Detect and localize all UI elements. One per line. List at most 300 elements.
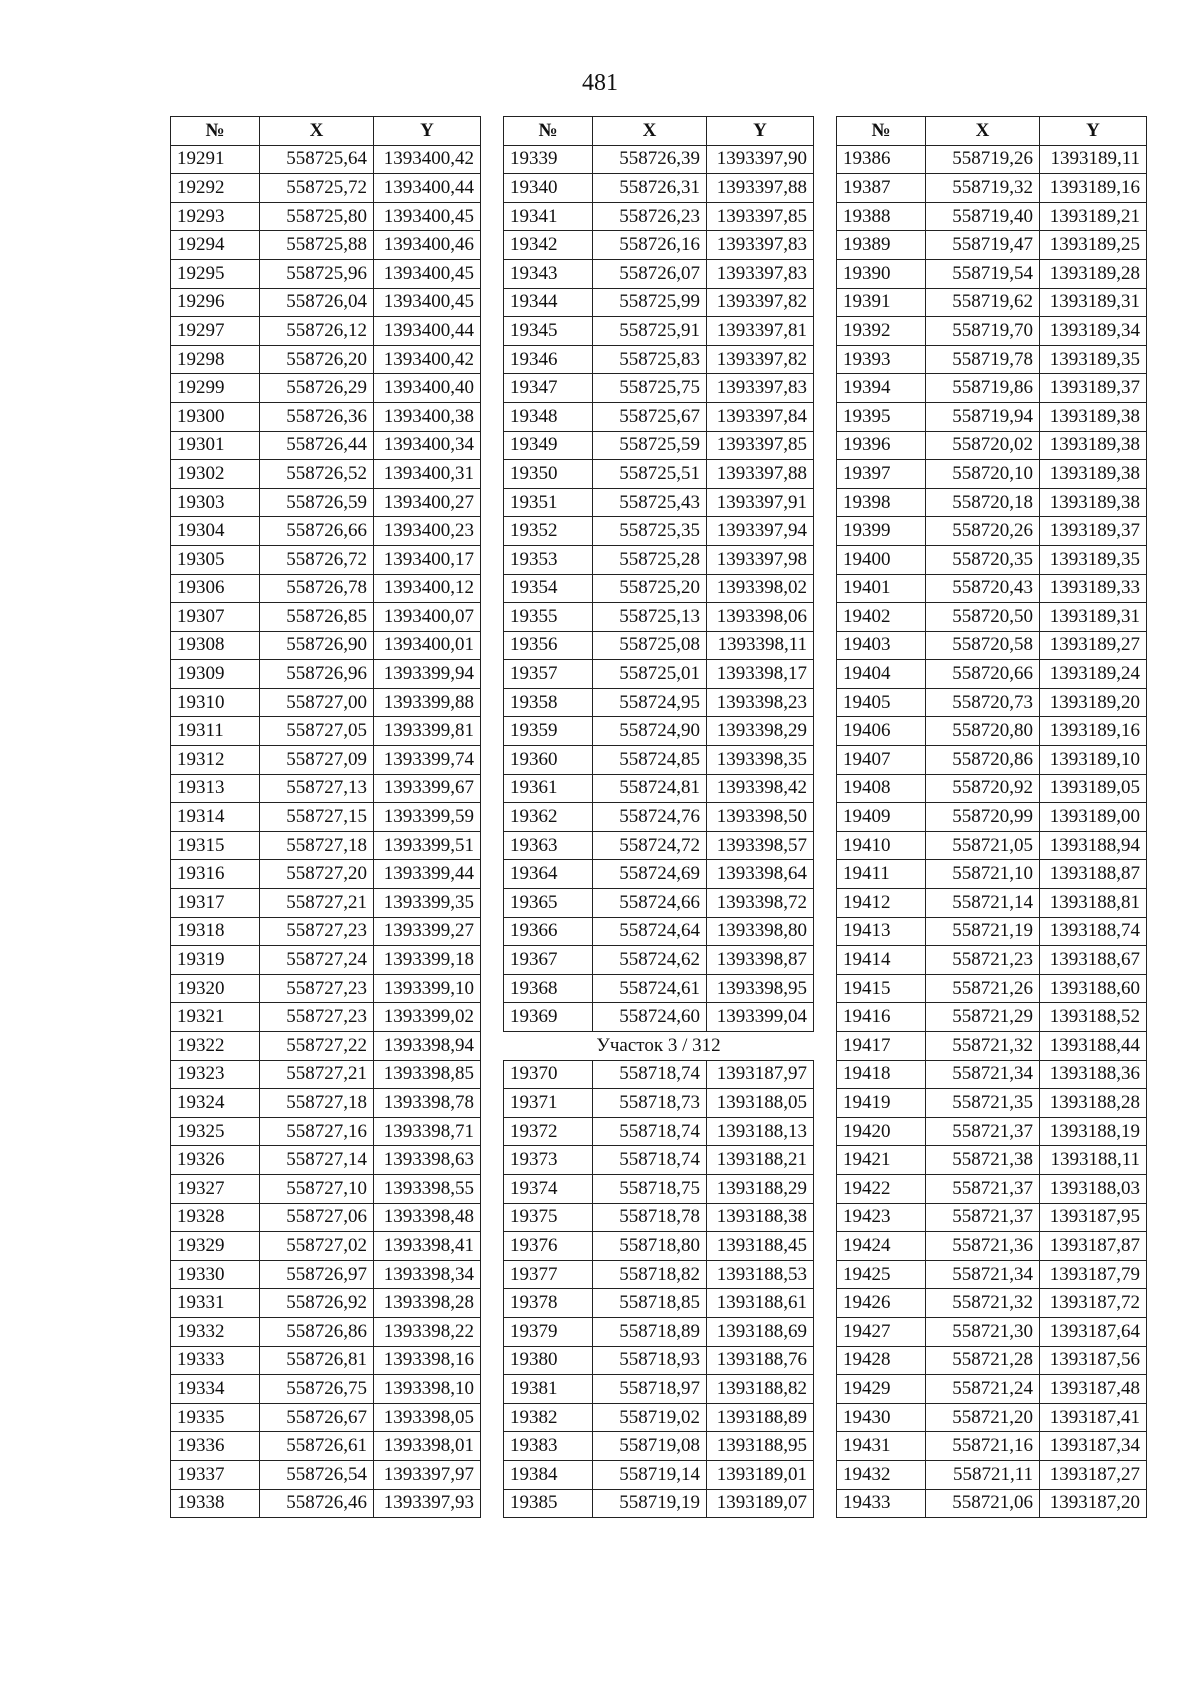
table-row [171, 288, 481, 317]
point-number-cell: 19375 [504, 1203, 593, 1232]
x-coordinate-cell: 558719,08 [593, 1432, 707, 1461]
table-row [504, 431, 814, 460]
y-coordinate-cell: 1393397,83 [707, 259, 814, 288]
x-coordinate-cell: 558724,66 [593, 889, 707, 918]
table-row [504, 974, 814, 1003]
y-coordinate-cell: 1393398,63 [374, 1146, 481, 1175]
x-coordinate-cell: 558720,02 [926, 431, 1040, 460]
y-coordinate-cell: 1393188,36 [1040, 1060, 1147, 1089]
point-number-cell: 19301 [171, 431, 260, 460]
y-coordinate-cell: 1393400,42 [374, 345, 481, 374]
point-number-cell: 19390 [837, 259, 926, 288]
y-coordinate-cell: 1393188,67 [1040, 946, 1147, 975]
x-coordinate-cell: 558719,54 [926, 259, 1040, 288]
y-coordinate-cell: 1393188,13 [707, 1117, 814, 1146]
table-row [171, 831, 481, 860]
point-number-cell: 19391 [837, 288, 926, 317]
x-coordinate-cell: 558724,85 [593, 746, 707, 775]
point-number-cell: 19415 [837, 974, 926, 1003]
x-coordinate-cell: 558721,23 [926, 946, 1040, 975]
y-coordinate-cell: 1393187,34 [1040, 1432, 1147, 1461]
table-row [171, 231, 481, 260]
point-number-cell: 19362 [504, 803, 593, 832]
x-coordinate-cell: 558724,72 [593, 831, 707, 860]
point-number-cell: 19377 [504, 1260, 593, 1289]
point-number-cell: 19340 [504, 174, 593, 203]
point-number-cell: 19293 [171, 202, 260, 231]
x-coordinate-cell: 558721,36 [926, 1232, 1040, 1261]
x-coordinate-cell: 558720,99 [926, 803, 1040, 832]
point-number-cell: 19326 [171, 1146, 260, 1175]
x-coordinate-cell: 558725,35 [593, 517, 707, 546]
point-number-cell: 19354 [504, 574, 593, 603]
point-number-cell: 19355 [504, 603, 593, 632]
header-x: X [593, 117, 707, 146]
point-number-cell: 19396 [837, 431, 926, 460]
table-row [504, 145, 814, 174]
x-coordinate-cell: 558726,75 [260, 1375, 374, 1404]
header-x: X [260, 117, 374, 146]
x-coordinate-cell: 558725,91 [593, 317, 707, 346]
table-row [504, 1346, 814, 1375]
point-number-cell: 19421 [837, 1146, 926, 1175]
y-coordinate-cell: 1393397,82 [707, 345, 814, 374]
y-coordinate-cell: 1393398,23 [707, 688, 814, 717]
point-number-cell: 19331 [171, 1289, 260, 1318]
point-number-cell: 19367 [504, 946, 593, 975]
point-number-cell: 19370 [504, 1060, 593, 1089]
x-coordinate-cell: 558719,14 [593, 1460, 707, 1489]
point-number-cell: 19299 [171, 374, 260, 403]
x-coordinate-cell: 558727,06 [260, 1203, 374, 1232]
point-number-cell: 19384 [504, 1460, 593, 1489]
x-coordinate-cell: 558721,30 [926, 1317, 1040, 1346]
point-number-cell: 19305 [171, 545, 260, 574]
point-number-cell: 19372 [504, 1117, 593, 1146]
table-row [171, 1089, 481, 1118]
y-coordinate-cell: 1393189,33 [1040, 574, 1147, 603]
x-coordinate-cell: 558720,58 [926, 631, 1040, 660]
y-coordinate-cell: 1393400,44 [374, 174, 481, 203]
point-number-cell: 19422 [837, 1174, 926, 1203]
x-coordinate-cell: 558721,37 [926, 1117, 1040, 1146]
table-row [171, 717, 481, 746]
table-row [504, 1460, 814, 1489]
point-number-cell: 19430 [837, 1403, 926, 1432]
x-coordinate-cell: 558725,96 [260, 259, 374, 288]
point-number-cell: 19418 [837, 1060, 926, 1089]
x-coordinate-cell: 558721,14 [926, 889, 1040, 918]
point-number-cell: 19387 [837, 174, 926, 203]
y-coordinate-cell: 1393189,31 [1040, 288, 1147, 317]
x-coordinate-cell: 558720,35 [926, 545, 1040, 574]
table-row [837, 259, 1147, 288]
x-coordinate-cell: 558720,10 [926, 460, 1040, 489]
point-number-cell: 19380 [504, 1346, 593, 1375]
point-number-cell: 19368 [504, 974, 593, 1003]
y-coordinate-cell: 1393188,76 [707, 1346, 814, 1375]
x-coordinate-cell: 558719,86 [926, 374, 1040, 403]
point-number-cell: 19300 [171, 402, 260, 431]
x-coordinate-cell: 558718,74 [593, 1146, 707, 1175]
y-coordinate-cell: 1393188,60 [1040, 974, 1147, 1003]
table-header-row [504, 117, 814, 146]
x-coordinate-cell: 558725,80 [260, 202, 374, 231]
y-coordinate-cell: 1393189,11 [1040, 145, 1147, 174]
point-number-cell: 19349 [504, 431, 593, 460]
y-coordinate-cell: 1393398,87 [707, 946, 814, 975]
x-coordinate-cell: 558726,07 [593, 259, 707, 288]
point-number-cell: 19423 [837, 1203, 926, 1232]
x-coordinate-cell: 558718,78 [593, 1203, 707, 1232]
x-coordinate-cell: 558726,92 [260, 1289, 374, 1318]
point-number-cell: 19294 [171, 231, 260, 260]
point-number-cell: 19347 [504, 374, 593, 403]
point-number-cell: 19411 [837, 860, 926, 889]
x-coordinate-cell: 558721,29 [926, 1003, 1040, 1032]
y-coordinate-cell: 1393189,38 [1040, 460, 1147, 489]
y-coordinate-cell: 1393399,51 [374, 831, 481, 860]
y-coordinate-cell: 1393398,17 [707, 660, 814, 689]
x-coordinate-cell: 558719,02 [593, 1403, 707, 1432]
table-row [837, 1089, 1147, 1118]
point-number-cell: 19311 [171, 717, 260, 746]
table-row [504, 1089, 814, 1118]
table-row [171, 946, 481, 975]
y-coordinate-cell: 1393399,59 [374, 803, 481, 832]
table-row [837, 1032, 1147, 1061]
y-coordinate-cell: 1393400,38 [374, 402, 481, 431]
y-coordinate-cell: 1393398,02 [707, 574, 814, 603]
table-row [504, 860, 814, 889]
y-coordinate-cell: 1393398,94 [374, 1032, 481, 1061]
x-coordinate-cell: 558725,51 [593, 460, 707, 489]
table-row [837, 717, 1147, 746]
x-coordinate-cell: 558726,39 [593, 145, 707, 174]
table-row [504, 1375, 814, 1404]
point-number-cell: 19419 [837, 1089, 926, 1118]
table-row [171, 1146, 481, 1175]
y-coordinate-cell: 1393397,91 [707, 488, 814, 517]
table-row [504, 1403, 814, 1432]
y-coordinate-cell: 1393400,17 [374, 545, 481, 574]
table-row [171, 1032, 481, 1061]
table-row [504, 831, 814, 860]
point-number-cell: 19348 [504, 402, 593, 431]
y-coordinate-cell: 1393187,97 [707, 1060, 814, 1089]
y-coordinate-cell: 1393397,81 [707, 317, 814, 346]
y-coordinate-cell: 1393400,07 [374, 603, 481, 632]
table-row [171, 431, 481, 460]
point-number-cell: 19433 [837, 1489, 926, 1518]
y-coordinate-cell: 1393398,28 [374, 1289, 481, 1318]
x-coordinate-cell: 558720,92 [926, 774, 1040, 803]
y-coordinate-cell: 1393188,89 [707, 1403, 814, 1432]
x-coordinate-cell: 558724,60 [593, 1003, 707, 1032]
table-row [504, 1060, 814, 1089]
x-coordinate-cell: 558721,35 [926, 1089, 1040, 1118]
y-coordinate-cell: 1393398,71 [374, 1117, 481, 1146]
table-row [504, 317, 814, 346]
table-row [504, 288, 814, 317]
point-number-cell: 19425 [837, 1260, 926, 1289]
table-row [837, 1432, 1147, 1461]
point-number-cell: 19393 [837, 345, 926, 374]
x-coordinate-cell: 558721,10 [926, 860, 1040, 889]
table-row [504, 1317, 814, 1346]
x-coordinate-cell: 558719,62 [926, 288, 1040, 317]
table-row [837, 1203, 1147, 1232]
point-number-cell: 19369 [504, 1003, 593, 1032]
x-coordinate-cell: 558725,08 [593, 631, 707, 660]
table-row [837, 603, 1147, 632]
point-number-cell: 19296 [171, 288, 260, 317]
point-number-cell: 19386 [837, 145, 926, 174]
point-number-cell: 19303 [171, 488, 260, 517]
x-coordinate-cell: 558727,18 [260, 831, 374, 860]
table-row [504, 345, 814, 374]
y-coordinate-cell: 1393399,10 [374, 974, 481, 1003]
point-number-cell: 19364 [504, 860, 593, 889]
y-coordinate-cell: 1393398,29 [707, 717, 814, 746]
point-number-cell: 19316 [171, 860, 260, 889]
header-number: № [504, 117, 593, 146]
y-coordinate-cell: 1393397,85 [707, 202, 814, 231]
table-row [837, 317, 1147, 346]
y-coordinate-cell: 1393399,04 [707, 1003, 814, 1032]
coordinate-table-2 [503, 116, 814, 1518]
y-coordinate-cell: 1393399,67 [374, 774, 481, 803]
y-coordinate-cell: 1393188,03 [1040, 1174, 1147, 1203]
point-number-cell: 19371 [504, 1089, 593, 1118]
table-row [504, 631, 814, 660]
y-coordinate-cell: 1393189,38 [1040, 488, 1147, 517]
y-coordinate-cell: 1393398,72 [707, 889, 814, 918]
x-coordinate-cell: 558727,15 [260, 803, 374, 832]
point-number-cell: 19323 [171, 1060, 260, 1089]
y-coordinate-cell: 1393397,90 [707, 145, 814, 174]
y-coordinate-cell: 1393187,27 [1040, 1460, 1147, 1489]
table-row [504, 1432, 814, 1461]
table-row [837, 545, 1147, 574]
y-coordinate-cell: 1393398,48 [374, 1203, 481, 1232]
point-number-cell: 19359 [504, 717, 593, 746]
table-row [837, 1375, 1147, 1404]
x-coordinate-cell: 558721,37 [926, 1203, 1040, 1232]
y-coordinate-cell: 1393188,69 [707, 1317, 814, 1346]
y-coordinate-cell: 1393397,94 [707, 517, 814, 546]
x-coordinate-cell: 558727,23 [260, 1003, 374, 1032]
point-number-cell: 19307 [171, 603, 260, 632]
table-row [171, 545, 481, 574]
point-number-cell: 19302 [171, 460, 260, 489]
x-coordinate-cell: 558726,44 [260, 431, 374, 460]
table-row [171, 774, 481, 803]
table-row [837, 174, 1147, 203]
point-number-cell: 19413 [837, 917, 926, 946]
x-coordinate-cell: 558719,94 [926, 402, 1040, 431]
point-number-cell: 19310 [171, 688, 260, 717]
x-coordinate-cell: 558720,18 [926, 488, 1040, 517]
x-coordinate-cell: 558720,26 [926, 517, 1040, 546]
x-coordinate-cell: 558726,36 [260, 402, 374, 431]
table-row [837, 1317, 1147, 1346]
section-row [504, 1032, 814, 1061]
point-number-cell: 19427 [837, 1317, 926, 1346]
y-coordinate-cell: 1393398,95 [707, 974, 814, 1003]
table-row [837, 1346, 1147, 1375]
table-row [504, 746, 814, 775]
point-number-cell: 19295 [171, 259, 260, 288]
table-row [171, 1174, 481, 1203]
point-number-cell: 19373 [504, 1146, 593, 1175]
point-number-cell: 19357 [504, 660, 593, 689]
point-number-cell: 19321 [171, 1003, 260, 1032]
y-coordinate-cell: 1393188,05 [707, 1089, 814, 1118]
x-coordinate-cell: 558724,76 [593, 803, 707, 832]
point-number-cell: 19414 [837, 946, 926, 975]
y-coordinate-cell: 1393188,45 [707, 1232, 814, 1261]
y-coordinate-cell: 1393397,84 [707, 402, 814, 431]
x-coordinate-cell: 558726,16 [593, 231, 707, 260]
x-coordinate-cell: 558721,28 [926, 1346, 1040, 1375]
x-coordinate-cell: 558718,74 [593, 1117, 707, 1146]
table-row [837, 917, 1147, 946]
y-coordinate-cell: 1393400,12 [374, 574, 481, 603]
table-row [504, 717, 814, 746]
point-number-cell: 19402 [837, 603, 926, 632]
y-coordinate-cell: 1393187,79 [1040, 1260, 1147, 1289]
table-row [504, 803, 814, 832]
table-row [171, 1003, 481, 1032]
point-number-cell: 19324 [171, 1089, 260, 1118]
point-number-cell: 19325 [171, 1117, 260, 1146]
x-coordinate-cell: 558719,70 [926, 317, 1040, 346]
table-row [171, 374, 481, 403]
point-number-cell: 19339 [504, 145, 593, 174]
x-coordinate-cell: 558725,88 [260, 231, 374, 260]
y-coordinate-cell: 1393189,35 [1040, 545, 1147, 574]
y-coordinate-cell: 1393187,64 [1040, 1317, 1147, 1346]
y-coordinate-cell: 1393187,41 [1040, 1403, 1147, 1432]
table-row [837, 1146, 1147, 1175]
point-number-cell: 19327 [171, 1174, 260, 1203]
y-coordinate-cell: 1393188,28 [1040, 1089, 1147, 1118]
point-number-cell: 19397 [837, 460, 926, 489]
point-number-cell: 19322 [171, 1032, 260, 1061]
point-number-cell: 19383 [504, 1432, 593, 1461]
y-coordinate-cell: 1393188,82 [707, 1375, 814, 1404]
point-number-cell: 19358 [504, 688, 593, 717]
y-coordinate-cell: 1393188,53 [707, 1260, 814, 1289]
x-coordinate-cell: 558726,81 [260, 1346, 374, 1375]
y-coordinate-cell: 1393188,87 [1040, 860, 1147, 889]
y-coordinate-cell: 1393189,21 [1040, 202, 1147, 231]
y-coordinate-cell: 1393398,80 [707, 917, 814, 946]
point-number-cell: 19350 [504, 460, 593, 489]
table-row [171, 1232, 481, 1261]
y-coordinate-cell: 1393189,07 [707, 1489, 814, 1518]
y-coordinate-cell: 1393398,16 [374, 1346, 481, 1375]
y-coordinate-cell: 1393397,88 [707, 174, 814, 203]
table-row [837, 1260, 1147, 1289]
y-coordinate-cell: 1393189,10 [1040, 746, 1147, 775]
point-number-cell: 19392 [837, 317, 926, 346]
table-row [171, 1346, 481, 1375]
point-number-cell: 19381 [504, 1375, 593, 1404]
table-row [171, 259, 481, 288]
table-row [504, 946, 814, 975]
y-coordinate-cell: 1393400,46 [374, 231, 481, 260]
x-coordinate-cell: 558725,83 [593, 345, 707, 374]
x-coordinate-cell: 558721,26 [926, 974, 1040, 1003]
point-number-cell: 19352 [504, 517, 593, 546]
x-coordinate-cell: 558725,13 [593, 603, 707, 632]
x-coordinate-cell: 558726,31 [593, 174, 707, 203]
y-coordinate-cell: 1393189,34 [1040, 317, 1147, 346]
point-number-cell: 19424 [837, 1232, 926, 1261]
table-row [504, 889, 814, 918]
x-coordinate-cell: 558726,66 [260, 517, 374, 546]
y-coordinate-cell: 1393400,27 [374, 488, 481, 517]
x-coordinate-cell: 558721,19 [926, 917, 1040, 946]
x-coordinate-cell: 558727,21 [260, 1060, 374, 1089]
header-number: № [171, 117, 260, 146]
point-number-cell: 19353 [504, 545, 593, 574]
point-number-cell: 19366 [504, 917, 593, 946]
table-row [837, 889, 1147, 918]
table-row [504, 259, 814, 288]
header-y: Y [374, 117, 481, 146]
table-row [171, 345, 481, 374]
table-row [171, 803, 481, 832]
table-row [504, 603, 814, 632]
y-coordinate-cell: 1393398,41 [374, 1232, 481, 1261]
table-row [837, 1060, 1147, 1089]
point-number-cell: 19318 [171, 917, 260, 946]
table-header-row [171, 117, 481, 146]
point-number-cell: 19298 [171, 345, 260, 374]
point-number-cell: 19338 [171, 1489, 260, 1518]
x-coordinate-cell: 558727,16 [260, 1117, 374, 1146]
table-row [837, 946, 1147, 975]
y-coordinate-cell: 1393400,45 [374, 288, 481, 317]
table-row [837, 1403, 1147, 1432]
table-row [171, 145, 481, 174]
point-number-cell: 19319 [171, 946, 260, 975]
x-coordinate-cell: 558721,24 [926, 1375, 1040, 1404]
table-row [837, 345, 1147, 374]
point-number-cell: 19341 [504, 202, 593, 231]
x-coordinate-cell: 558719,19 [593, 1489, 707, 1518]
x-coordinate-cell: 558726,20 [260, 345, 374, 374]
table-row [504, 202, 814, 231]
y-coordinate-cell: 1393188,74 [1040, 917, 1147, 946]
point-number-cell: 19426 [837, 1289, 926, 1318]
y-coordinate-cell: 1393398,42 [707, 774, 814, 803]
point-number-cell: 19376 [504, 1232, 593, 1261]
table-row [837, 1489, 1147, 1518]
table-row [504, 1117, 814, 1146]
point-number-cell: 19365 [504, 889, 593, 918]
point-number-cell: 19343 [504, 259, 593, 288]
table-row [171, 402, 481, 431]
table-row [837, 488, 1147, 517]
point-number-cell: 19333 [171, 1346, 260, 1375]
y-coordinate-cell: 1393189,37 [1040, 374, 1147, 403]
table-row [171, 1203, 481, 1232]
x-coordinate-cell: 558727,10 [260, 1174, 374, 1203]
